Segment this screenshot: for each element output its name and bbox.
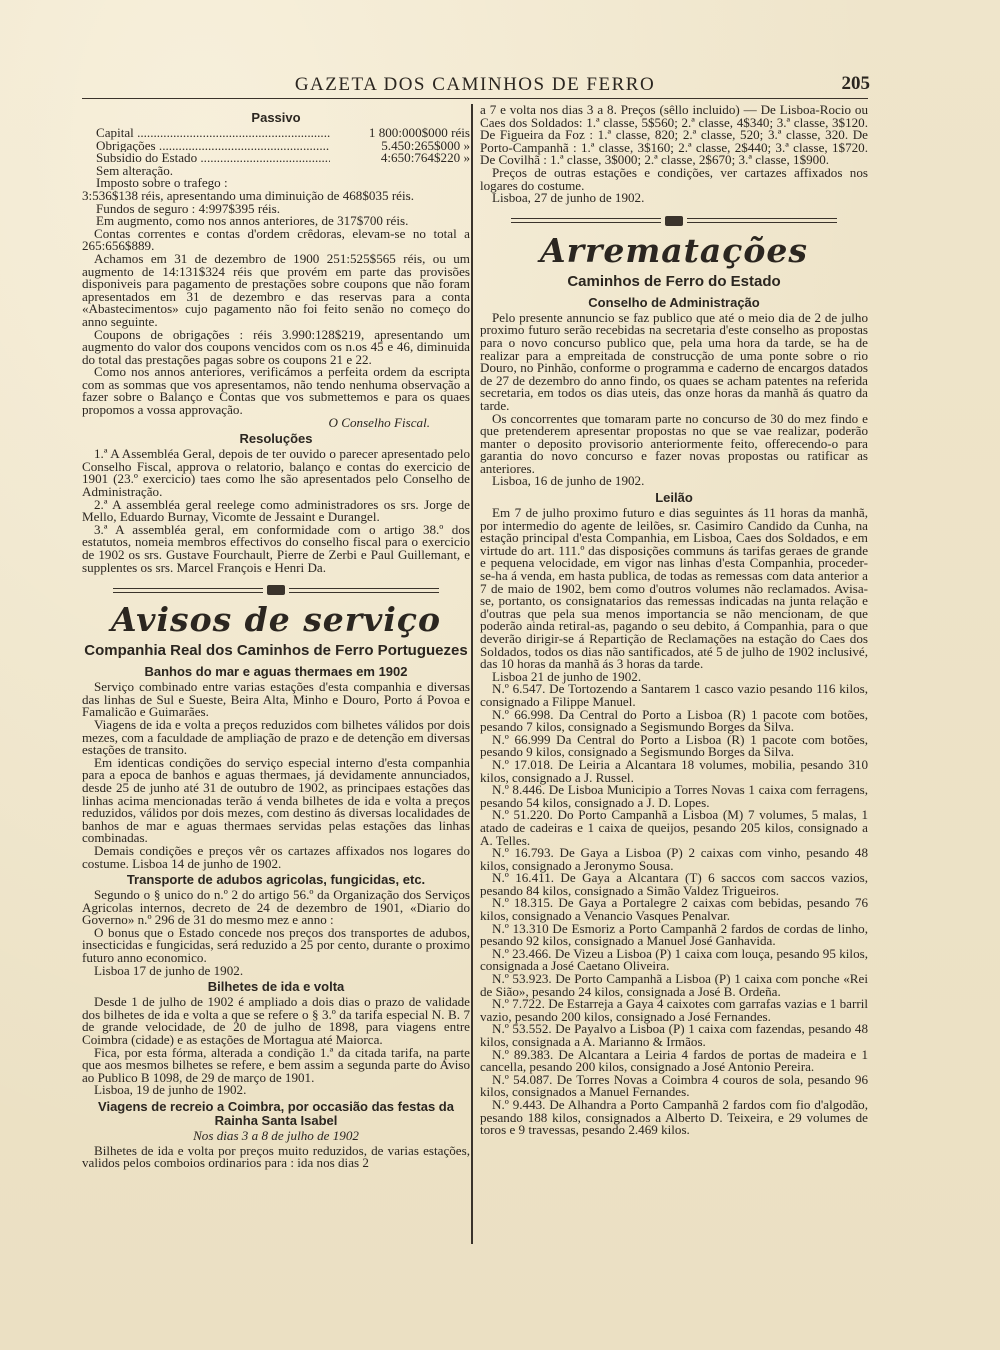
passivo-note: Imposto sobre o trafego : <box>96 175 228 191</box>
leilao-item: N.º 66.999 Da Central do Porto a Lisboa (R) 1 pacote com botões, pesando 9 kilos, consignado a Segismundo Borges da Silva. <box>480 731 868 760</box>
paragraph: Viagens de ida e volta a preços reduzidos com bilhetes válidos por dois mezes, com a faculdade de ampliação de prazo e de detenção em diversas estações de transito. <box>82 716 470 758</box>
ornament-line <box>289 588 439 593</box>
ornament-line <box>113 588 263 593</box>
passivo-table <box>82 127 470 228</box>
publication-title: GAZETA DOS CAMINHOS DE FERRO <box>294 74 656 95</box>
paragraph: Os concorrentes que tomaram parte no concurso de 30 do mez findo e que pretenderem apresentar propostas no que se vae realizar, poderão manter o deposito provisorio anteriormente feito, offerecendo-o para garantia do novo concurso e fazer novas propostas ou ratificar as anteriores. <box>480 410 868 476</box>
passivo-amount: 4:650:764$220 » <box>380 150 470 166</box>
company-heading: Companhia Real dos Caminhos de Ferro Portuguezes <box>84 642 468 660</box>
paragraph: a 7 e volta nos dias 3 a 8. Preços (sêllo incluido) — De Lisboa-Rocio ou Caes dos Soldados: 1.ª classe, 5$560; 2.ª classe, 4$340; 3.ª classe, 3$120. De Figueira da Foz : 1.ª classe, 820; 2.ª classe, 520; 3.ª classe, 320. De Porto-Campanhã : 1.ª classe, 3$160; 2.ª classe, 2$440; 3.ª classe, 1$720. De Covilhã : 1.ª classe, 3$000; 2.ª classe, 2$670; 3.ª classe, 1$900. <box>480 102 868 168</box>
leilao-item: N.º 23.466. De Vizeu a Lisboa (P) 1 caixa com louça, pesando 95 kilos, consignada a José Caetano Oliveira. <box>480 945 868 974</box>
paragraph: 3.ª A assembléa geral, em conformidade com o artigo 38.º dos estatutos, nomeia membros effectivos do conselho fiscal para o exercicio de 1902 os srs. Gustave Fourchault, Pierre de Zerbi e Paul Guillemant, e supplentes os srs. Marcel François e Henri Da. <box>82 521 470 575</box>
passivo-label: Subsidio do Estado ..... <box>96 152 330 165</box>
paragraph: 1.ª A Assembléa Geral, depois de ter ouvido o parecer apresentado pelo Conselho Fiscal, approva o relatorio, balanço e contas do exercicio de 1901 (23.º exercicio) taes como lhe são apresentados pelo Conselho de Administração. <box>82 446 470 500</box>
leilao-item: N.º 66.998. Da Central do Porto a Lisboa (R) 1 pacote com botões, pesando 7 kilos, consignado a Segismundo Borges da Silva. <box>480 706 868 735</box>
paragraph: O bonus que o Estado concede nos preços dos transportes de adubos, insecticidas e fungicidas, será reduzido a 25 por cento, durante o proximo futuro anno economico. <box>82 924 470 966</box>
banhos-heading: Banhos do mar e aguas thermaes em 1902 <box>144 664 408 680</box>
paragraph: Lisboa, 27 de junho de 1902. <box>492 190 645 206</box>
resolucoes-heading: Resoluções <box>239 431 313 447</box>
bilhetes-heading: Bilhetes de ida e volta <box>207 979 345 995</box>
leilao-item: N.º 16.793. De Gaya a Lisboa (P) 2 caixas com vinho, pesando 48 kilos, consignado a Jeronymo Sousa. <box>480 845 868 873</box>
passivo-label: Obrigações ..... <box>96 140 330 153</box>
left-column <box>82 108 470 1170</box>
leilao-item: N.º 54.087. De Torres Novas a Coimbra 4 couros de sola, pesando 96 kilos, consignados a Manuel Fernandes. <box>480 1071 868 1100</box>
paragraph: Segundo o § unico do n.º 2 do artigo 56.º da Organização dos Serviços Agricolas internos, decreto de 24 de dezembro de 1901, «Diario do Governo» n.º 296 de 31 do mesmo mez e anno : <box>82 887 470 928</box>
leilao-item: N.º 89.383. De Alcantara a Leiria 4 fardos de portas de madeira e 1 cancella, pesando 200 kilos, consignado a José Antonio Pereira. <box>480 1046 868 1075</box>
passivo-amount: 1 800:000$000 réis <box>368 125 470 140</box>
passivo-amount: 5.450:265$000 » <box>381 137 470 153</box>
paragraph: Desde 1 de julho de 1902 é ampliado a dois dias o prazo de validade dos bilhetes de ida e volta a que se refere o § 3.º da tarifa especial N. B. 7 de grande velocidade, de 20 de julho de 1898, para viagens entre Coimbra (cidade) e as estações de Mortagua até Maiorca. <box>82 994 470 1048</box>
passivo-note: Fundos de seguro : 4:997$395 réis. <box>96 200 281 216</box>
passivo-heading: Passivo <box>251 110 301 125</box>
paragraph: Lisboa 17 de junho de 1902. <box>94 962 244 978</box>
leilao-item: N.º 18.315. De Gaya a Portalegre 2 caixas com bebidas, pesando 76 kilos, consignado a Venancio Vasques Penalvar. <box>480 895 868 924</box>
passivo-note: Sem alteração. <box>96 162 174 178</box>
paragraph: Como nos annos anteriores, verificámos a perfeita ordem da escripta com as sommas que vos apresentamos, não tendo nenhuma observação a fazer sobre o Balanço e Contas que vos submettemos e para os quaes propomos a vossa approvação. <box>82 364 470 418</box>
paragraph: Em identicas condições do serviço especial interno d'esta companhia para a epoca de banhos e aguas thermaes, já devidamente annunciados, desde 25 de junho até 31 de outubro de 1902, as principaes estações das linhas acima mencionadas terão á venda bilhetes de ida e volta a preços reduzidos, válidos por dois mezes, com destino ás diversas localidades de banhos de mar e aguas thermaes servidas pelas estações das linhas combinadas. <box>82 754 470 846</box>
ornament-icon <box>267 585 285 595</box>
leilao-item: N.º 53.923. De Porto Campanhã a Lisboa (P) 1 caixa com ponche «Rei de Sião», pesando 24 kilos, consignada a José B. Ordeña. <box>480 971 868 999</box>
paragraph: Pelo presente annuncio se faz publico que até o meio dia de 2 de julho proximo futuro serão recebidas na secretaria d'este conselho as propostas para o novo concurso publico que, pela uma hora da tarde, se ha de realizar para a empreitada de construcção de uma ponte sobre o rio Douro, no Pinhão, conforme o programma e caderno de encargos datados de 27 de dezembro do anno findo, os quaes se acham patentes na referida secretaria, em todos os dias uteis, das onze horas da manhã ás quatro da tarde. <box>480 309 868 413</box>
section-ornament <box>82 580 470 600</box>
paragraph: Lisboa, 16 de junho de 1902. <box>492 473 645 489</box>
passivo-label: Capital ..... <box>96 127 330 140</box>
paragraph: Fica, por esta fórma, alterada a condição 1.ª da citada tarifa, na parte que aos mesmos bilhetes se refere, e bem assim a segunda parte do Aviso ao Publico B 1098, de 29 de março de 1901. <box>82 1044 470 1085</box>
avisos-heading: Avisos de serviço <box>111 600 441 640</box>
paragraph: Preços de outras estações e condições, ver cartazes affixados nos logares do costume. <box>480 164 868 193</box>
ornament-line <box>511 218 661 223</box>
conselho-heading: Conselho de Administração <box>588 294 760 310</box>
section-ornament <box>480 211 868 231</box>
viagens-subheading: Nos dias 3 a 8 de julho de 1902 <box>193 1128 359 1143</box>
leilao-item: N.º 13.310 De Esmoriz a Porto Campanhã 2 fardos de cordas de linho, pesando 92 kilos, consignado a Manuel José Ganhavida. <box>480 920 868 949</box>
leilao-items-list <box>480 683 868 1136</box>
leilao-item: N.º 6.547. De Tortozendo a Santarem 1 casco vazio pesando 116 kilos, consignado a Filippe Manuel. <box>480 681 868 709</box>
estado-heading: Caminhos de Ferro do Estado <box>567 272 781 290</box>
passivo-note: 3:536$138 réis, apresentando uma diminuição de 468$035 réis. <box>82 187 414 203</box>
paragraph: Contas correntes e contas d'ordem crêdoras, elevam-se no total a 265:656$889. <box>82 225 470 254</box>
paragraph: 2.ª A assembléa geral reelege como administradores os srs. Jorge de Mello, Eduardo Burnay, Vicomte de Jessaint e Durangel. <box>82 496 470 525</box>
paragraph: Serviço combinado entre varias estações d'esta companhia e diversas das linhas de Sul e Sueste, Beira Alta, Minho e Douro, Porto á Povoa e Famalicão e Guimarães. <box>82 679 470 720</box>
page-number: 205 <box>841 73 870 94</box>
arrematacoes-heading: Arrematações <box>540 230 808 270</box>
right-column <box>480 104 868 1137</box>
leilao-heading: Leilão <box>655 490 693 506</box>
ornament-icon <box>665 216 683 226</box>
leilao-item: N.º 9.443. De Alhandra a Porto Campanhã 2 fardos com fio d'algodão, pesando 188 kilos, consignados a Alberto D. Teixeira, e 29 volumes de toros e 9 travessas, pesando 2.469 kilos. <box>480 1096 868 1138</box>
paragraph: Coupons de obrigações : réis 3.990:128$219, apresentando um augmento do valor dos coupons vencidos com os n.os 45 e 46, diminuida do total das prestações pagas sobre os coupons 21 e 22. <box>82 326 470 367</box>
viagens-heading: Viagens de recreio a Coimbra, por occasião das festas da Rainha Santa Isabel <box>98 1099 454 1128</box>
column-divider <box>471 104 473 1244</box>
signature: O Conselho Fiscal. <box>328 414 430 430</box>
page-header <box>82 74 868 99</box>
leilao-item: N.º 7.722. De Estarreja a Gaya 4 caixotes com garrafas vazias e 1 barril vazio, pesando 200 kilos, consignado a José Fernandes. <box>480 996 868 1024</box>
paragraph: Demais condições e preços vêr os cartazes affixados nos logares do costume. Lisboa 14 de junho de 1902. <box>82 842 470 871</box>
paragraph: Lisboa, 19 de junho de 1902. <box>94 1082 247 1098</box>
leilao-item: N.º 17.018. De Leiria a Alcantara 18 volumes, mobilia, pesando 310 kilos, consignado a J. Russel. <box>480 756 868 785</box>
paragraph: Em 7 de julho proximo futuro e dias seguintes ás 11 horas da manhã, por intermedio do agente de leilões, sr. Casimiro Candido da Cunha, na estação principal d'esta Companhia, em Lisboa, Caes dos Soldados, e em virtude do art. 111.º das disposições communs ás tarifas geraes de grande e pequena velocidade, em vigor nas linhas d'esta Companhia, proceder-se-ha á venda, em hasta publica, de todas as remessas com data anterior a 7 de maio de 1902, bem como d'outros volumes não reclamados. Avisa-se, portanto, os consignatarios das remessas indicadas na junta relação e d'outras que pela sua menos importancia se não mencionam, de que poderão ainda retiral-as, pagando o seu debito, á Companhia, para o que deverão dirigir-se á Repartição de Reclamações na estação do Caes dos Soldados, todos os dias não santificados, até 5 de julho de 1902 inclusivé, das 10 horas da manhã ás 3 horas da tarde. <box>480 505 868 672</box>
adubos-heading: Transporte de adubos agricolas, fungicidas, etc. <box>126 872 426 888</box>
leilao-item: N.º 8.446. De Lisboa Municipio a Torres Novas 1 caixa com ferragens, pesando 54 kilos, consignado a J. D. Lopes. <box>480 782 868 810</box>
paragraph: Lisboa 21 de junho de 1902. <box>492 668 642 684</box>
leilao-item: N.º 16.411. De Gaya a Alcantara (T) 6 saccos com saccos vazios, pesando 84 kilos, consignado a Simão Valdez Trigueiros. <box>480 870 868 898</box>
paragraph: Achamos em 31 de dezembro de 1900 251:525$565 réis, ou um augmento de 14:131$324 réis que provém em parte das provisões disponiveis para pagamento de prestações sobre coupons que não foram apresentados em 31 de dezembro e das reservas para a conta «Abastecimentos» cujo pagamento não foi feito senão no começo do anno seguinte. <box>82 250 470 329</box>
passivo-note: Em augmento, como nos annos anteriores, de 317$700 réis. <box>96 213 409 229</box>
paragraph: Bilhetes de ida e volta por preços muito reduzidos, de varias estações, validos pelos comboios ordinarios para : ida nos dias 2 <box>82 1142 470 1171</box>
ornament-line <box>687 218 837 223</box>
leilao-item: N.º 51.220. Do Porto Campanhã a Lisboa (M) 7 volumes, 5 malas, 1 atado de cadeiras e 1 caixa de queijos, pesando 205 kilos, consignado a A. Telles. <box>480 807 868 848</box>
leilao-item: N.º 53.552. De Payalvo a Lisboa (P) 1 caixa com fazendas, pesando 48 kilos, consignada a A. Marianno & Irmãos. <box>480 1021 868 1049</box>
